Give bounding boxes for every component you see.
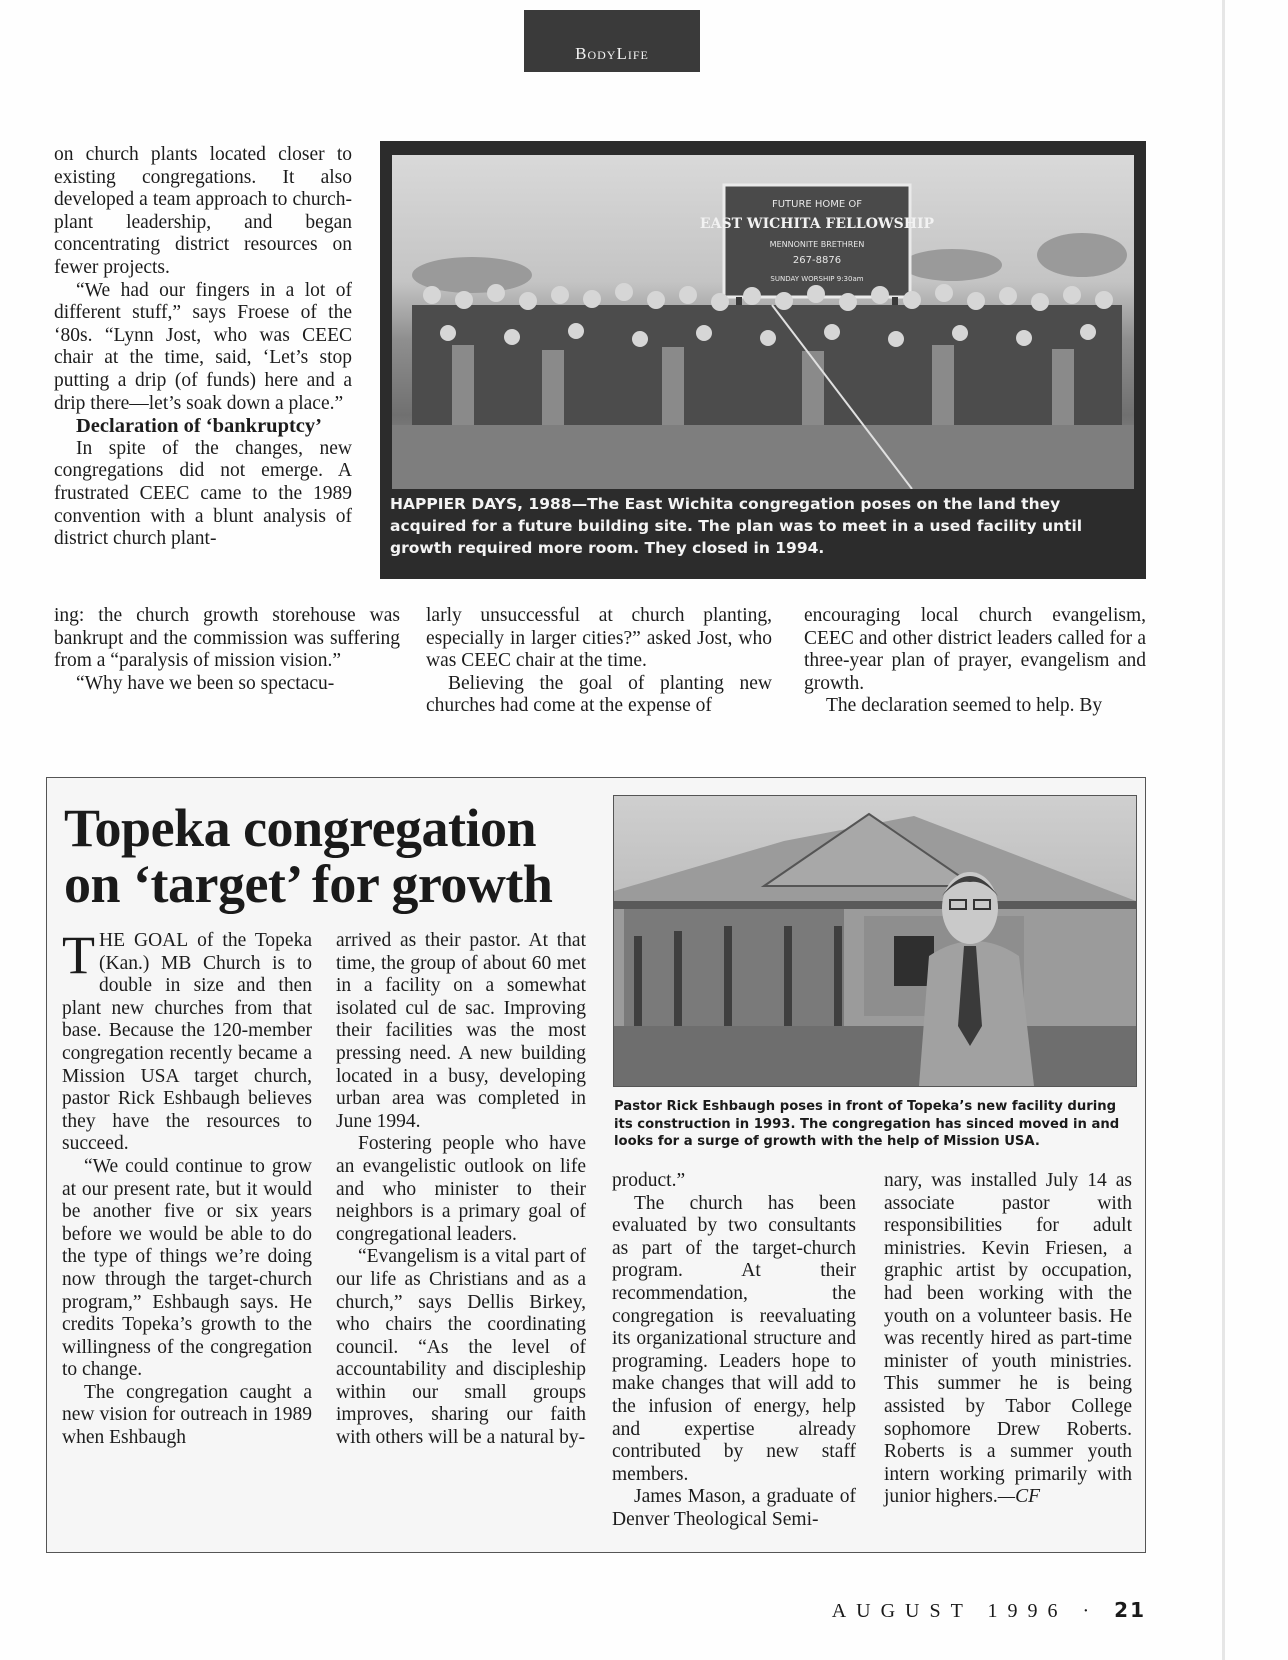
pastor-photo [613,795,1137,1087]
headline-line: Topeka congregation [64,798,537,858]
sidebar-paragraph: James Mason, a graduate of Denver Theological Semi- [612,1486,856,1530]
sidebar-paragraph: arrived as their pastor. At that time, the group of about 60 met in a facility on a somewhat isolated cul de sac. Improving their facilities was the most pressing need. A new building located in a busy, developing urban area was completed in June 1994. [336,930,586,1132]
sidebar-text: nary, was installed July 14 as associate pastor with responsibilities for adult ministries. Kevin Friesen, a graphic artist by occupation, had been working with the youth on a volunteer basis. He was recently hired as part-time minister of youth ministries. This summer he is being assisted by Tabor College sophomore Drew Roberts. Roberts is a summer youth intern working primarily with junior highers. [884,1170,1132,1508]
article-paragraph: larly unsuccessful at church planting, especially in larger cities?” asked Jost, who was CEEC chair at the time. [426,605,772,672]
issue-date: AUGUST 1996 [831,1600,1068,1622]
sidebar-paragraph: “We could continue to grow at our present rate, but it would be another five or six years before we would be able to do the type of things we’re doing now through the target-church program,” Eshbaugh says. He credits Topeka’s growth to the willingness of the congregation to change. [62,1155,312,1381]
article-paragraph: ing: the church growth storehouse was bankrupt and the commission was suffering from a “paralysis of mission vision.” [54,605,400,672]
sign-text-line: MENNONITE BRETHREN [769,240,865,249]
article-paragraph: encouraging local church evangelism, CEEC and other district leaders called for a three-year plan of prayer, evangelism and growth. [804,605,1146,694]
headline-line: on ‘target’ for growth [64,854,553,914]
sign-text-line: 267-8876 [792,255,842,266]
sidebar-paragraph: Fostering people who have an evangelistic outlook on life and who minister to their neighbors is a primary goal of congregational leaders. [336,1133,586,1245]
author-signature: —CF [997,1486,1040,1508]
article-paragraph: “We had our fingers in a lot of different stuff,” says Froese of the ‘80s. “Lynn Jost, who was CEEC chair at the time, said, ‘Let’s stop putting a drip (of funds) here and a drip there—let’s soak down a place.” [54,279,352,414]
crowd-of-people [412,283,1122,425]
sidebar-column-4 [884,1170,1132,1509]
pastor-photo-illustration [614,796,1136,1086]
group-photo-caption: HAPPIER DAYS, 1988—The East Wichita congregation poses on the land they acquired for a future building site. The plan was to meet in a used facility until growth required more room. They closed in 1994. [390,495,1083,557]
sidebar-column-3 [612,1170,856,1532]
article-paragraph: “Why have we been so spectacu- [76,672,335,694]
sign-text-line: SUNDAY WORSHIP 9:30am [770,275,864,283]
lead-text: of the Topeka (Kan.) MB Church is to double in size and then plant new churches from that base. Because the 120-member congregation recently became a Mission USA target church, pastor Rick Eshbaugh believes they have the resources to succeed. [62,930,312,1155]
article-subhead: Declaration of ‘bankruptcy’ [76,415,322,438]
sign-text-line: EAST WICHITA FELLOWSHIP [699,216,935,232]
article-column-right [804,605,1146,718]
sidebar-headline [64,800,624,912]
article-column-left-upper [54,144,352,551]
group-photo [392,155,1134,489]
sidebar-paragraph: The church has been evaluated by two consultants as part of the target-church program. At their recommendation, the congregation is reevaluating its organizational structure and programing. Leaders hope to make changes that will add to the infusion of energy, help and expertise already contributed by new staff members. [612,1192,856,1485]
article-paragraph: The declaration seemed to help. By [826,695,1103,717]
page-edge-shadow [1222,0,1225,1660]
section-header-tab [524,10,700,72]
drop-cap: T [62,925,95,985]
footer-separator: · [1082,1600,1100,1622]
pastor-photo-caption: Pastor Rick Eshbaugh poses in front of Topeka’s new facility during its construction in 1993. The congregation has sinced moved in and looks for a surge of growth with the help of Mission USA. [614,1099,1120,1149]
sidebar-column-1 [62,925,312,1450]
article-paragraph: In spite of the changes, new congregations did not emerge. A frustrated CEEC came to the 1989 convention with a blunt analysis of district church plant- [54,437,352,550]
article-column-left-lower [54,605,400,695]
sidebar-lead-paragraph [62,925,312,1156]
sidebar-paragraph [884,1170,1132,1509]
article-column-middle [426,605,772,718]
sidebar-paragraph: product.” [612,1170,686,1191]
sidebar-paragraph: The congregation caught a new vision for outreach in 1989 when Eshbaugh [62,1381,312,1449]
lead-small-caps: HE GOAL [99,930,189,951]
page-number: 21 [1114,1598,1146,1622]
section-title: BodyLife [575,44,649,63]
page-footer [816,1598,1146,1623]
sidebar-column-2 [336,930,586,1450]
article-paragraph: Believing the goal of planting new churches had come at the expense of [426,672,772,717]
group-photo-figure [380,141,1146,579]
article-paragraph: on church plants located closer to existing congregations. It also developed a team approach to church-plant leadership, and began concentrating district resources on fewer projects. [54,144,352,278]
sign-text-line: FUTURE HOME OF [771,199,863,210]
group-photo-illustration [392,155,1134,489]
sidebar-paragraph: “Evangelism is a vital part of our life as Christians and as a church,” says Dellis Birkey, who chairs the coordinating council. “As the level of accountability and discipleship within our small groups improves, sharing our faith with others will be a natural by- [336,1246,586,1449]
